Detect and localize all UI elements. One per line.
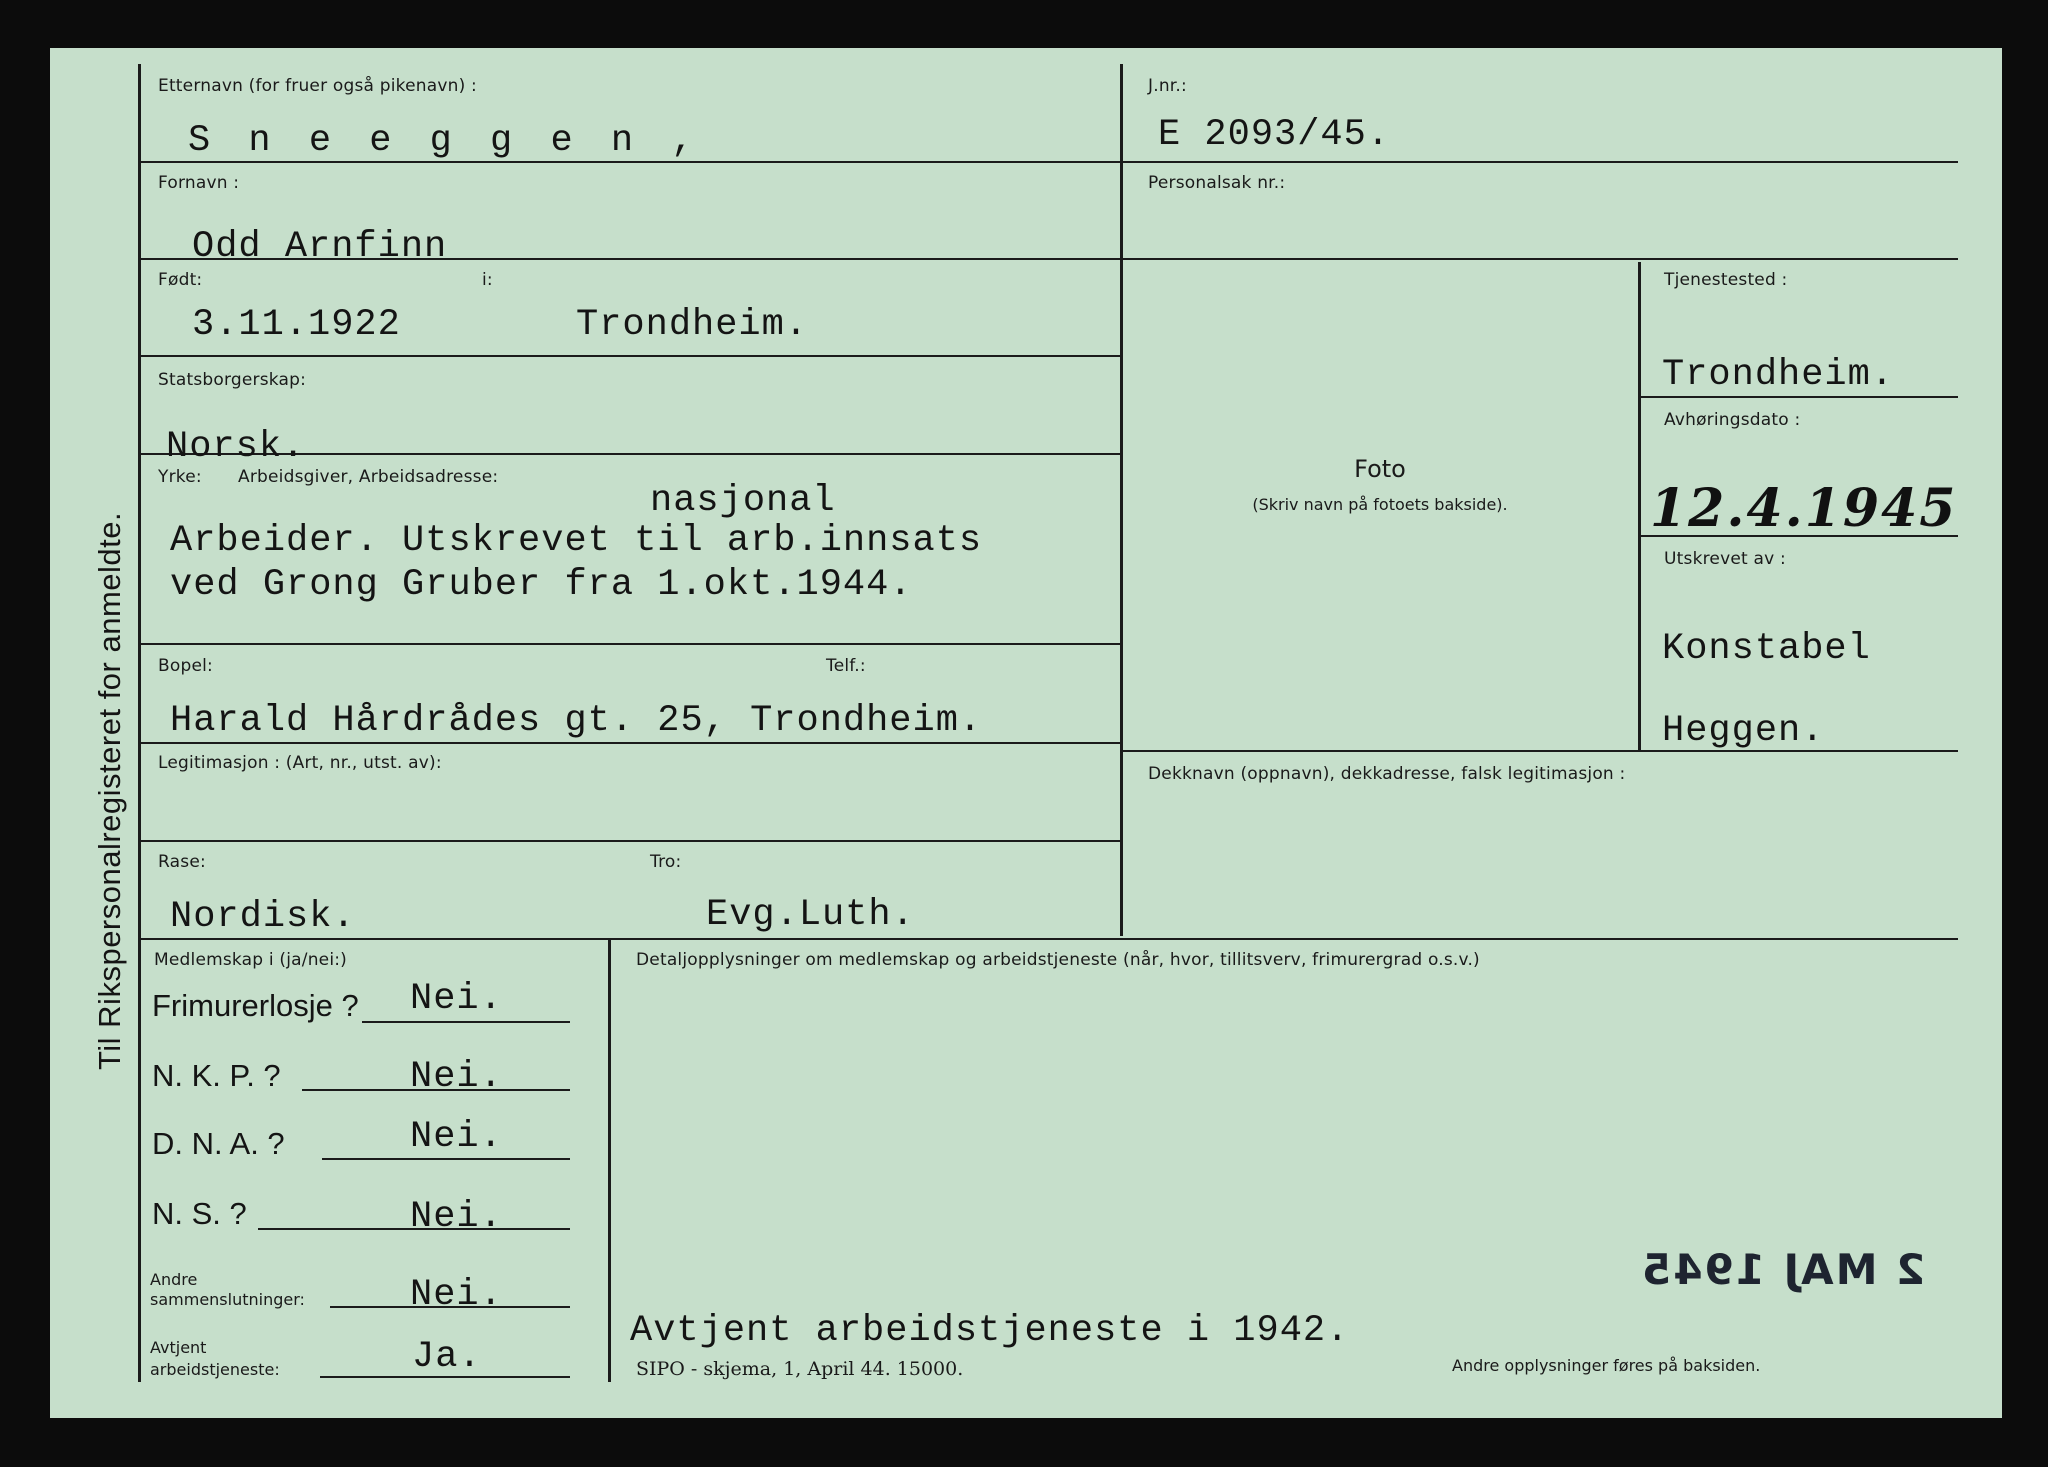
label-tjenestested: Tjenestested : bbox=[1664, 270, 1788, 290]
value-jnr: E 2093/45. bbox=[1158, 114, 1391, 156]
value-statsborgerskap: Norsk. bbox=[166, 426, 306, 468]
rule-yrke bbox=[140, 643, 1120, 645]
label-ns: N. S. ? bbox=[152, 1196, 247, 1231]
photo-title: Foto bbox=[1354, 455, 1406, 483]
label-arbeidsgiver: Arbeidsgiver, Arbeidsadresse: bbox=[238, 467, 499, 487]
rule-rase-full bbox=[140, 938, 1958, 940]
footer-andre-opplysninger: Andre opplysninger føres på baksiden. bbox=[1452, 1356, 1761, 1375]
value-bopel: Harald Hårdrådes gt. 25, Trondheim. bbox=[170, 700, 983, 742]
label-etternavn: Etternavn (for fruer også pikenavn) : bbox=[158, 76, 477, 96]
value-utskrevet-av-1: Konstabel bbox=[1662, 628, 1871, 670]
label-avhoringsdato: Avhøringsdato : bbox=[1664, 410, 1801, 430]
rule-photo-bottom bbox=[1122, 750, 1958, 752]
value-detalj: Avtjent arbeidstjeneste i 1942. bbox=[630, 1310, 1350, 1352]
value-fodt-sted: Trondheim. bbox=[576, 304, 809, 346]
label-andre-2: sammenslutninger: bbox=[150, 1290, 305, 1309]
photo-note: (Skriv navn på fotoets bakside). bbox=[1252, 495, 1508, 514]
label-jnr: J.nr.: bbox=[1148, 76, 1187, 96]
side-title: Til Rikspersonalregisteret for anmeldte. bbox=[92, 511, 127, 1070]
label-andre-1: Andre bbox=[150, 1270, 198, 1289]
rule-fodt bbox=[140, 355, 1120, 357]
label-dekknavn: Dekknavn (oppnavn), dekkadresse, falsk legitimasjon : bbox=[1148, 764, 1626, 784]
value-yrke-insert: nasjonal bbox=[650, 480, 836, 522]
rule-personalsak bbox=[1122, 258, 1958, 260]
footer-sipo: SIPO - skjema, 1, April 44. 15000. bbox=[636, 1358, 964, 1380]
label-i: i: bbox=[482, 270, 493, 290]
date-stamp: 2 MAJ 1945 bbox=[1640, 1245, 1926, 1294]
label-yrke: Yrke: bbox=[158, 467, 202, 487]
value-dna: Nei. bbox=[410, 1116, 503, 1158]
label-legitimasjon: Legitimasjon : (Art, nr., utst. av): bbox=[158, 753, 442, 773]
label-bopel: Bopel: bbox=[158, 656, 213, 676]
label-telf: Telf.: bbox=[826, 656, 866, 676]
label-fornavn: Fornavn : bbox=[158, 173, 240, 193]
left-border-line bbox=[138, 64, 141, 1382]
value-yrke-line1: Arbeider. Utskrevet til arb.innsats bbox=[170, 520, 983, 562]
value-tro: Evg.Luth. bbox=[706, 894, 915, 936]
value-frimurer: Nei. bbox=[410, 978, 503, 1020]
value-fodt-dato: 3.11.1922 bbox=[192, 304, 401, 346]
value-avtjent: Ja. bbox=[412, 1336, 482, 1378]
value-ns: Nei. bbox=[410, 1196, 503, 1238]
membership-divider-line bbox=[608, 940, 611, 1382]
label-nkp: N. K. P. ? bbox=[152, 1058, 281, 1093]
label-dna: D. N. A. ? bbox=[152, 1126, 285, 1161]
rule-dna bbox=[322, 1158, 570, 1160]
label-tro: Tro: bbox=[650, 852, 682, 872]
photo-placeholder bbox=[1130, 455, 1630, 514]
value-avhoringsdato: 12.4.1945 bbox=[1650, 478, 1958, 539]
rule-tjenestested bbox=[1640, 396, 1958, 398]
rule-jnr bbox=[1122, 161, 1958, 163]
label-rase: Rase: bbox=[158, 852, 206, 872]
photo-right-divider-line bbox=[1638, 262, 1641, 750]
value-utskrevet-av-2: Heggen. bbox=[1662, 710, 1825, 752]
value-andre: Nei. bbox=[410, 1274, 503, 1316]
rule-legitimasjon bbox=[140, 840, 1120, 842]
rule-bopel bbox=[140, 742, 1120, 744]
label-statsborgerskap: Statsborgerskap: bbox=[158, 370, 307, 390]
label-avtjent-2: arbeidstjeneste: bbox=[150, 1360, 280, 1379]
value-tjenestested: Trondheim. bbox=[1662, 354, 1895, 396]
value-nkp: Nei. bbox=[410, 1056, 503, 1098]
label-detalj: Detaljopplysninger om medlemskap og arbeidstjeneste (når, hvor, tillitsverv, frimurergrad o.s.v.) bbox=[636, 950, 1480, 970]
label-fodt: Født: bbox=[158, 270, 203, 290]
value-etternavn: S n e e g g e n , bbox=[188, 120, 702, 162]
value-rase: Nordisk. bbox=[170, 896, 356, 938]
label-frimurer: Frimurerlosje ? bbox=[152, 988, 359, 1023]
value-fornavn: Odd Arnfinn bbox=[192, 226, 448, 268]
label-utskrevet-av: Utskrevet av : bbox=[1664, 549, 1786, 569]
label-personalsak: Personalsak nr.: bbox=[1148, 173, 1286, 193]
center-divider-line bbox=[1120, 64, 1123, 936]
label-avtjent-1: Avtjent bbox=[150, 1338, 207, 1357]
value-yrke-line2: ved Grong Gruber fra 1.okt.1944. bbox=[170, 564, 913, 606]
label-medlemskap: Medlemskap i (ja/nei:) bbox=[154, 950, 348, 970]
rule-frimurer bbox=[362, 1021, 570, 1023]
